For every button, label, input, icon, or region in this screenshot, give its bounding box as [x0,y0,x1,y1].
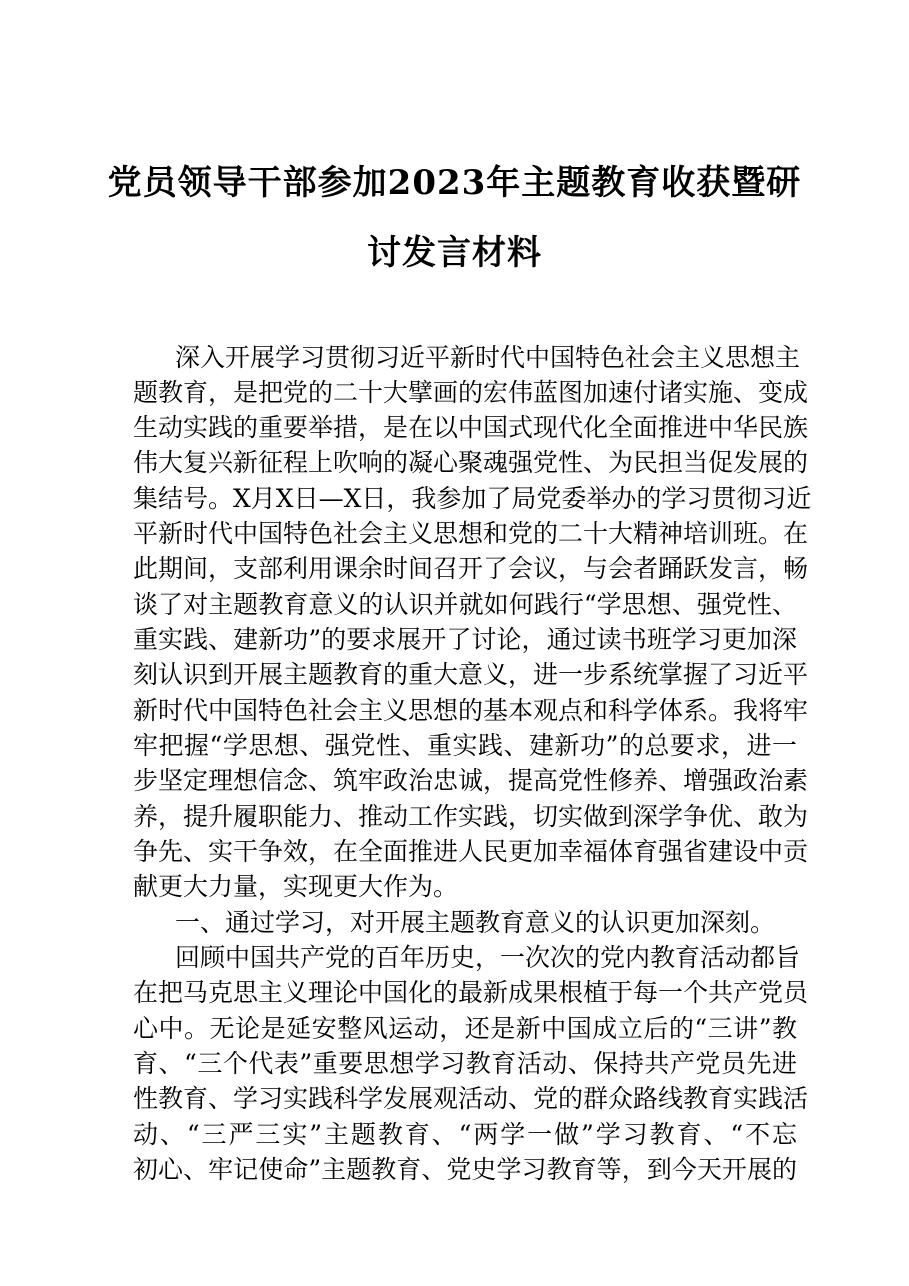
paragraph-1-line-11: 新时代中国特色社会主义思想的基本观点和科学体系。我将牢 [133,696,809,725]
paragraph-2-line-3: 心中。无论是延安整风运动，还是新中国成立后的“三讲”教 [133,1014,797,1043]
paragraph-1-line-15: 争先、实干争效，在全面推进人民更加幸福体育强省建设中贡 [133,837,809,866]
paragraph-2-line-5: 性教育、学习实践科学发展观活动、党的群众路线教育实践活 [133,1084,809,1113]
paragraph-1-line-2: 题教育，是把党的二十大擘画的宏伟蓝图加速付诸实施、变成 [133,378,809,407]
paragraph-1-line-6: 平新时代中国特色社会主义思想和党的二十大精神培训班。在 [133,519,809,548]
paragraph-1-line-4: 伟大复兴新征程上吹响的凝心聚魂强党性、为民担当促发展的 [133,448,809,477]
paragraph-1-line-16: 献更大力量，实现更大作为。 [133,872,459,901]
paragraph-2-line-6: 动、“三严三实”主题教育、“两学一做”学习教育、“不忘 [133,1120,797,1149]
document-title-line-2: 讨发言材料 [367,233,542,273]
paragraph-1-line-3: 生动实践的重要举措，是在以中国式现代化全面推进中华民族 [133,413,809,442]
paragraph-1-line-7: 此期间，支部利用课余时间召开了会议，与会者踊跃发言，畅 [133,554,809,583]
paragraph-1-line-1: 深入开展学习贯彻习近平新时代中国特色社会主义思想主 [175,343,801,372]
paragraph-1-line-13: 步坚定理想信念、筑牢政治忠诚，提高党性修养、增强政治素 [133,766,809,795]
paragraph-2-line-4: 育、“三个代表”重要思想学习教育活动、保持共产党员先进 [133,1049,797,1078]
paragraph-1-line-9: 重实践、建新功”的要求展开了讨论，通过读书班学习更加深 [133,625,797,654]
paragraph-1-line-14: 养，提升履职能力、推动工作实践，切实做到深学争优、敢为 [133,802,809,831]
section-heading-1: 一、通过学习，对开展主题教育意义的认识更加深刻。 [175,908,776,937]
paragraph-1-line-10: 刻认识到开展主题教育的重大意义，进一步系统掌握了习近平 [133,660,809,689]
document-title-line-1: 党员领导干部参加2023年主题教育收获暨研 [107,163,802,203]
paragraph-1-line-12: 牢把握“学思想、强党性、重实践、建新功”的总要求，进一 [133,731,797,760]
paragraph-1-line-8: 谈了对主题教育意义的认识并就如何践行“学思想、强党性、 [133,590,797,619]
paragraph-1-line-5: 集结号。X月X日—X日，我参加了局党委举办的学习贯彻习近 [133,484,812,513]
paragraph-2-line-2: 在把马克思主义理论中国化的最新成果根植于每一个共产党员 [133,978,809,1007]
paragraph-2-line-1: 回顾中国共产党的百年历史，一次次的党内教育活动都旨 [175,943,801,972]
paragraph-2-line-7: 初心、牢记使命”主题教育、党史学习教育等，到今天开展的 [133,1155,797,1184]
